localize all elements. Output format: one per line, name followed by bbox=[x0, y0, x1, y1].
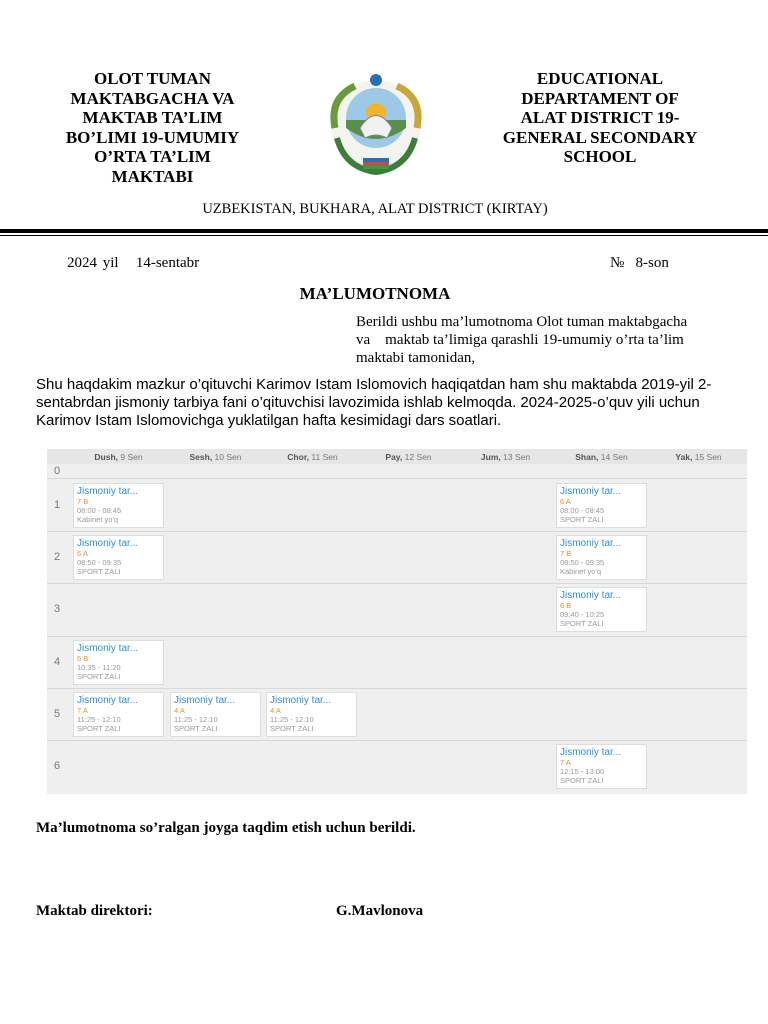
day-name: Sesh, bbox=[189, 452, 213, 462]
lesson-subject: Jismoniy tar... bbox=[560, 486, 622, 497]
row-divider bbox=[47, 688, 747, 689]
day-header bbox=[553, 452, 650, 462]
lesson-class: 7 A bbox=[77, 706, 88, 715]
day-header bbox=[457, 452, 554, 462]
row-label: 4 bbox=[53, 656, 61, 668]
lesson-subject: Jismoniy tar... bbox=[77, 643, 139, 654]
lesson-card[interactable] bbox=[556, 744, 647, 789]
day-header bbox=[70, 452, 167, 462]
timetable-header bbox=[47, 449, 747, 464]
lesson-card[interactable] bbox=[170, 692, 261, 737]
day-date: 12 Sen bbox=[402, 452, 432, 462]
lesson-class: 4 A bbox=[174, 706, 185, 715]
body-line: Shu haqdakim mazkur o’qituvchi Karimov Istam Islomovich haqiqatdan ham shu maktabda 2019-yil 2- bbox=[36, 376, 712, 393]
state-emblem-icon bbox=[315, 68, 437, 182]
row-divider bbox=[47, 583, 747, 584]
header-divider bbox=[0, 229, 768, 233]
day-header bbox=[360, 452, 457, 462]
lesson-subject: Jismoniy tar... bbox=[560, 747, 622, 758]
lesson-card[interactable] bbox=[73, 535, 164, 580]
body-line: sentabrdan jismoniy tarbiya fani o’qituvchisi lavozimida ishlab kelmoqda. 2024-2025-o’quv yili uchun bbox=[36, 394, 700, 411]
lesson-subject: Jismoniy tar... bbox=[560, 590, 622, 601]
lesson-room: SPORT ZALI bbox=[77, 567, 121, 576]
lesson-time: 10:35 - 11:20 bbox=[77, 663, 121, 672]
weekly-timetable bbox=[47, 449, 747, 794]
lesson-class: 6 A bbox=[560, 497, 571, 506]
row-label: 6 bbox=[53, 760, 61, 772]
lesson-time: 08:00 - 08:45 bbox=[560, 506, 605, 515]
left-header-title: OLOT TUMAN MAKTABGACHA VA MAKTAB TA’LIM BO’LIMI 19-UMUMIY O’RTA TA’LIM MAKTABI bbox=[65, 69, 240, 186]
lesson-class: 6 A bbox=[77, 549, 88, 558]
lesson-card[interactable] bbox=[73, 640, 164, 685]
lesson-card[interactable] bbox=[73, 483, 164, 528]
document-title: MA’LUMOTNOMA bbox=[299, 284, 451, 303]
lesson-time: 11:25 - 12:10 bbox=[77, 715, 121, 724]
body-paragraph bbox=[36, 376, 736, 430]
lesson-time: 08:00 - 08:45 bbox=[77, 506, 122, 515]
lesson-time: 12:15 - 13:00 bbox=[560, 767, 605, 776]
lesson-subject: Jismoniy tar... bbox=[174, 695, 236, 706]
lesson-card[interactable] bbox=[556, 535, 647, 580]
lesson-card[interactable] bbox=[266, 692, 357, 737]
day-header bbox=[264, 452, 361, 462]
lesson-room: SPORT ZALI bbox=[77, 724, 121, 733]
right-header-title: EDUCATIONAL DEPARTAMENT OF ALAT DISTRICT 19- GENERAL SECONDARY SCHOOL bbox=[502, 69, 698, 166]
day-name: Jum, bbox=[480, 452, 501, 462]
lesson-time: 11:25 - 12:10 bbox=[270, 715, 314, 724]
signature-role: Maktab direktori: bbox=[36, 903, 153, 919]
day-date: 9 Sen bbox=[118, 452, 143, 462]
row-label: 3 bbox=[53, 603, 61, 615]
day-date: 15 Sen bbox=[692, 452, 722, 462]
day-date: 11 Sen bbox=[309, 452, 338, 462]
row-label: 5 bbox=[53, 708, 61, 720]
day-date: 13 Sen bbox=[500, 452, 531, 462]
lesson-time: 11:25 - 12:10 bbox=[174, 715, 218, 724]
lesson-subject: Jismoniy tar... bbox=[560, 538, 622, 549]
lesson-class: 4 A bbox=[270, 706, 281, 715]
lesson-room: SPORT ZALI bbox=[270, 724, 314, 733]
day-header bbox=[650, 452, 747, 462]
lesson-card[interactable] bbox=[73, 692, 164, 737]
day-name: Shan, bbox=[575, 452, 599, 462]
day-date: 14 Sen bbox=[598, 452, 628, 462]
document-date: 2024 yil 14-sentabr bbox=[67, 255, 200, 271]
lesson-room: SPORT ZALI bbox=[174, 724, 218, 733]
lesson-room: SPORT ZALI bbox=[560, 515, 604, 524]
row-label: 2 bbox=[53, 551, 61, 563]
row-divider bbox=[47, 636, 747, 637]
lesson-subject: Jismoniy tar... bbox=[77, 486, 139, 497]
issued-line: va maktab ta’limiga qarashli 19-umumiy o’rta ta’lim bbox=[356, 332, 684, 348]
lesson-subject: Jismoniy tar... bbox=[77, 695, 139, 706]
day-name: Yak, bbox=[675, 452, 693, 462]
body-line: Karimov Istam Islomovichga yuklatilgan hafta kesimidagi dars soatlari. bbox=[36, 412, 502, 429]
day-name: Dush, bbox=[94, 452, 119, 462]
address-line: UZBEKISTAN, BUKHARA, ALAT DISTRICT (KIRTAY) bbox=[202, 201, 548, 217]
day-header bbox=[167, 452, 264, 462]
lesson-room: SPORT ZALI bbox=[560, 619, 604, 628]
lesson-card[interactable] bbox=[556, 483, 647, 528]
lesson-class: 6 B bbox=[560, 601, 572, 610]
lesson-class: 6 B bbox=[77, 654, 89, 663]
issued-line: Berildi ushbu ma’lumotnoma Olot tuman maktabgacha bbox=[356, 314, 688, 330]
document-number: № 8-son bbox=[610, 255, 669, 271]
row-divider bbox=[47, 531, 747, 532]
row-divider bbox=[47, 740, 747, 741]
row-divider bbox=[47, 478, 747, 479]
lesson-class: 7 B bbox=[77, 497, 89, 506]
signature-name: G.Mavlonova bbox=[336, 903, 424, 919]
lesson-room: Kabinet yo'q bbox=[560, 567, 602, 576]
lesson-card[interactable] bbox=[556, 587, 647, 632]
lesson-time: 08:50 - 09:35 bbox=[560, 558, 605, 567]
day-name: Pay, bbox=[385, 452, 403, 462]
lesson-room: SPORT ZALI bbox=[77, 672, 121, 681]
row-label: 1 bbox=[53, 499, 61, 511]
lesson-class: 7 A bbox=[560, 758, 571, 767]
closing-note: Ma’lumotnoma so’ralgan joyga taqdim etish uchun berildi. bbox=[36, 820, 416, 836]
lesson-subject: Jismoniy tar... bbox=[77, 538, 139, 549]
lesson-subject: Jismoniy tar... bbox=[270, 695, 332, 706]
lesson-time: 08:50 - 09:35 bbox=[77, 558, 122, 567]
issued-line: maktabi tamonidan, bbox=[356, 350, 476, 366]
lesson-room: SPORT ZALI bbox=[560, 776, 604, 785]
header-divider-thin bbox=[0, 235, 768, 236]
lesson-room: Kabinet yo'q bbox=[77, 515, 119, 524]
row-label: 0 bbox=[53, 465, 61, 477]
day-name: Chor, bbox=[287, 452, 310, 462]
lesson-class: 7 B bbox=[560, 549, 572, 558]
lesson-time: 09:40 - 10:25 bbox=[560, 610, 605, 619]
issued-by-text bbox=[356, 313, 716, 367]
day-date: 10 Sen bbox=[212, 452, 242, 462]
